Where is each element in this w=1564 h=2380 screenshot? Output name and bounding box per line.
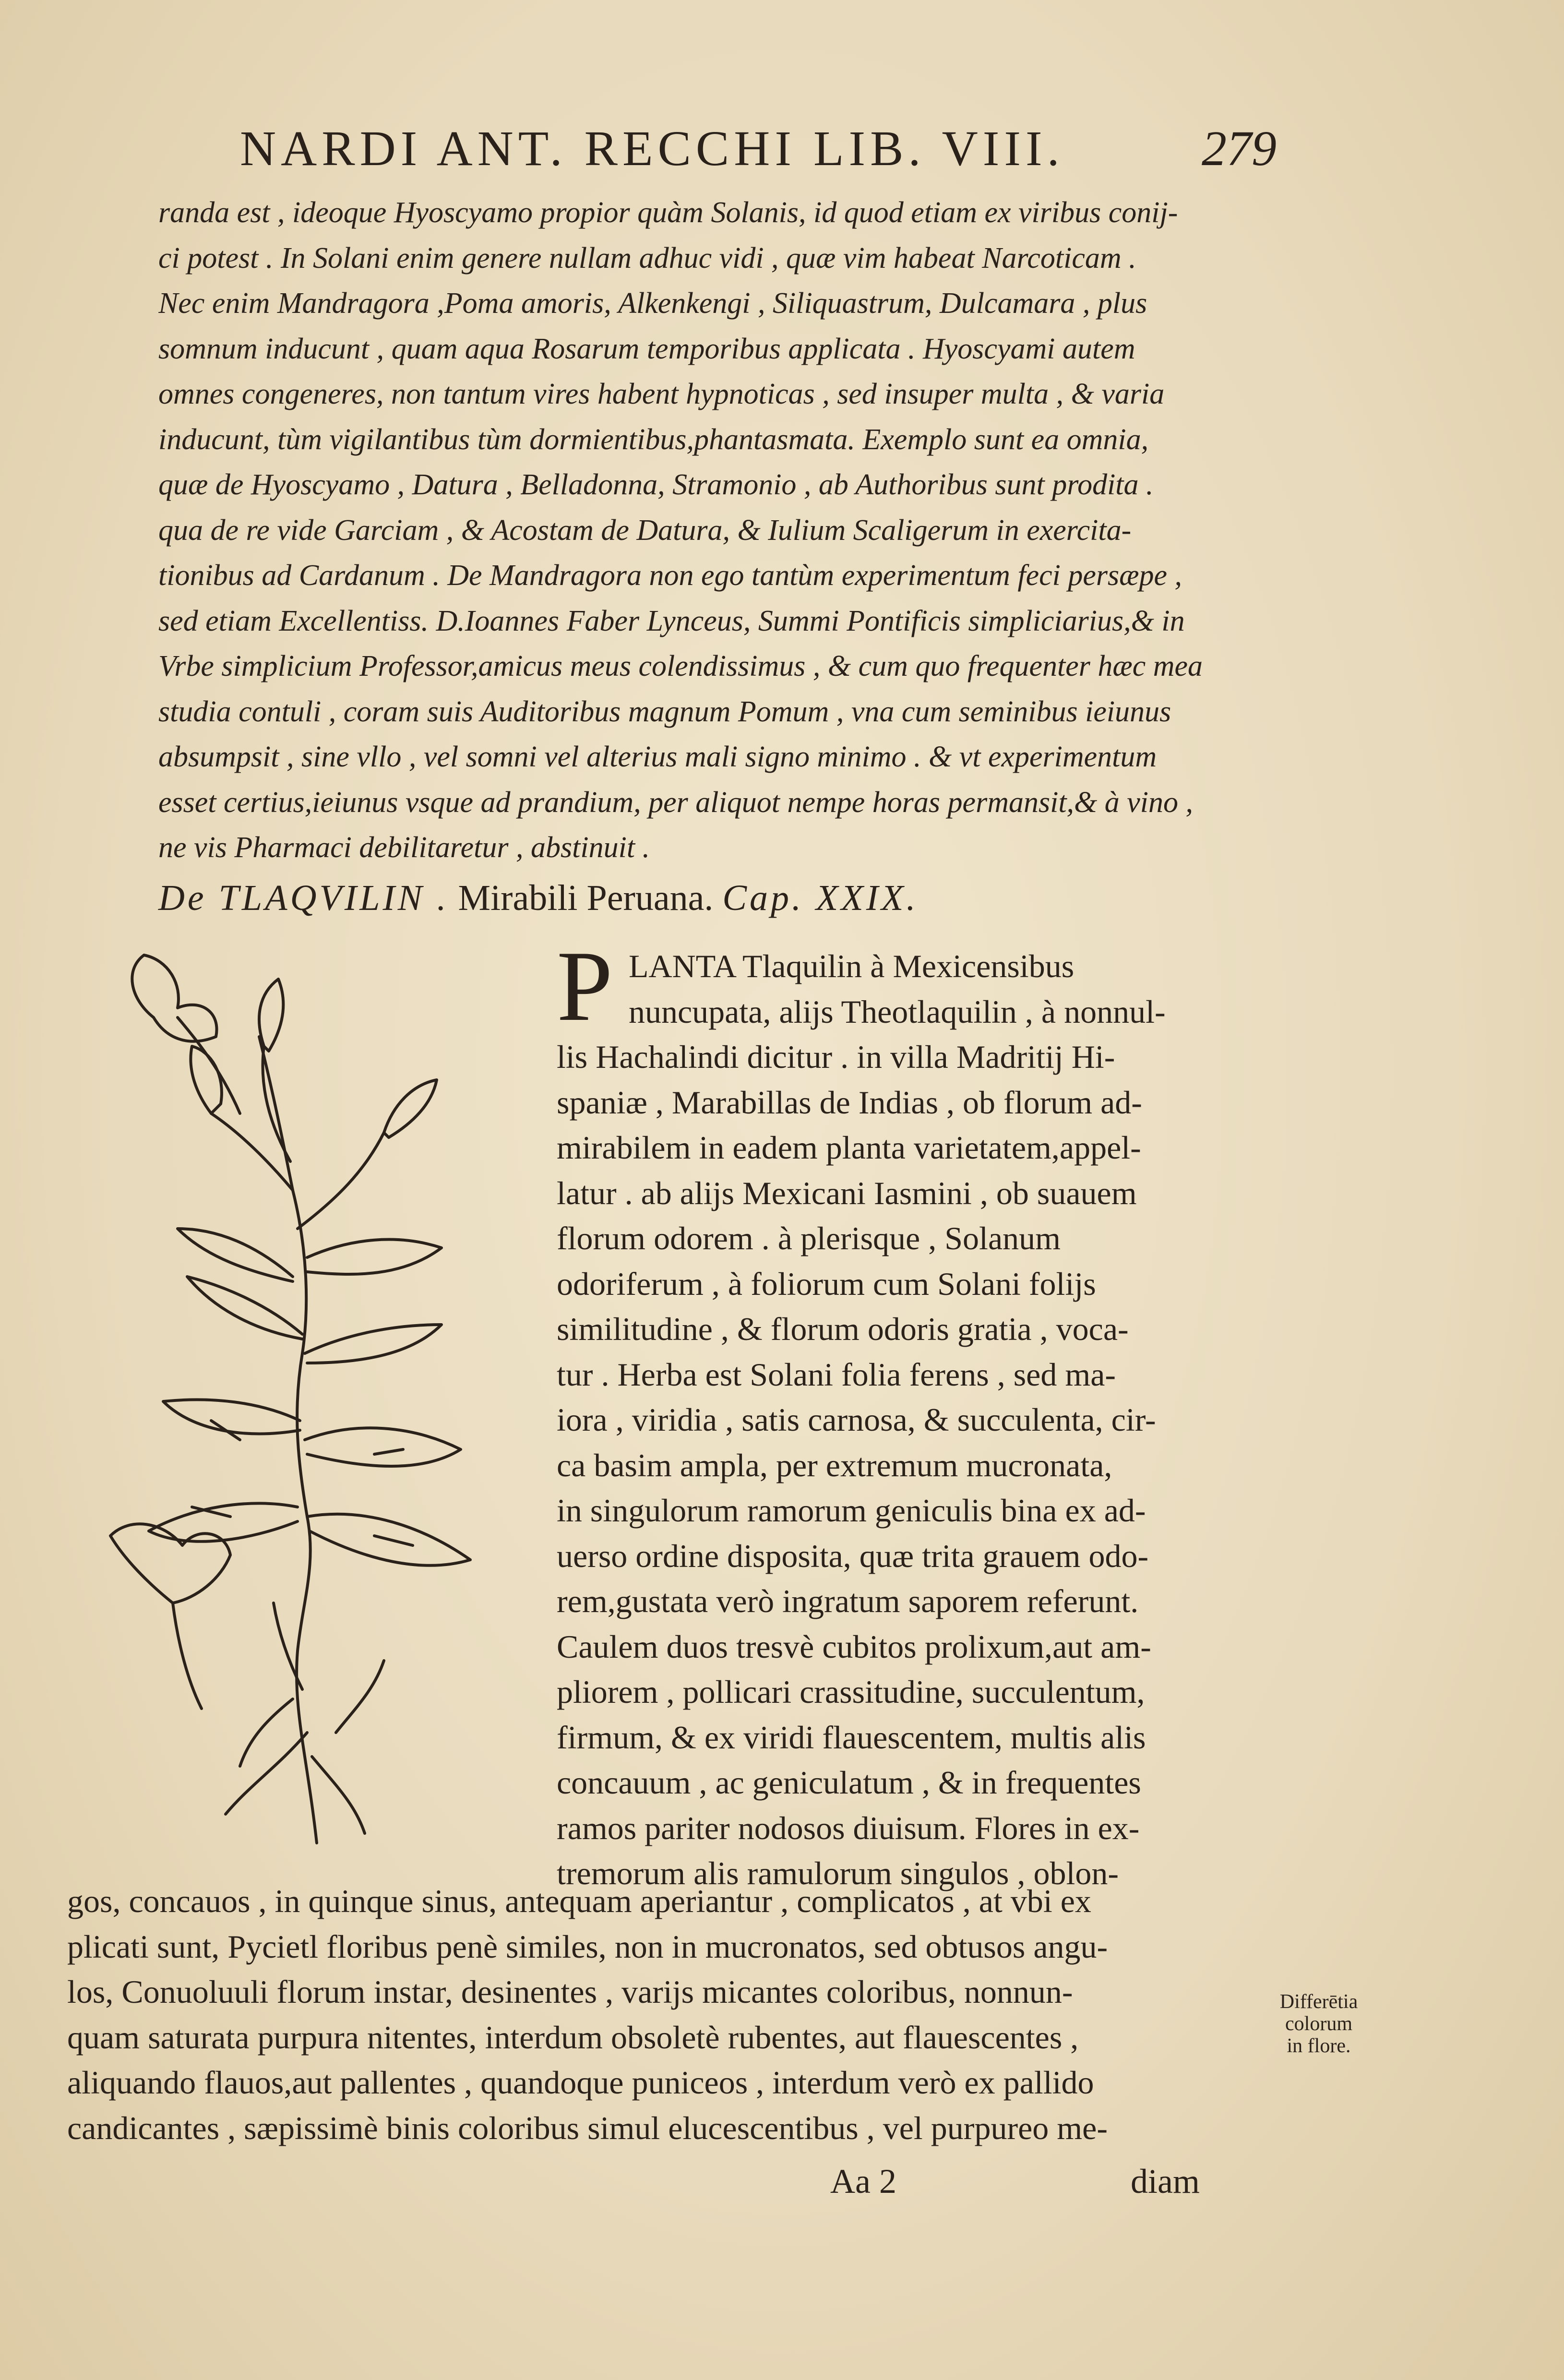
text-line: somnum inducunt , quam aqua Rosarum temporibus applicata . Hyoscyami autem	[158, 332, 1135, 365]
text-line: Vrbe simplicium Professor,amicus meus colendissimus , & cum quo frequenter hæc mea	[158, 650, 1203, 682]
text-line: Caulem duos tresvè cubitos prolixum,aut am-	[557, 1628, 1151, 1665]
plant-woodcut-icon	[67, 941, 528, 1862]
text-line: lis Hachalindi dicitur . in villa Madritij Hi-	[557, 1039, 1115, 1075]
chapter-body-right-column	[557, 944, 1253, 1896]
catchword: diam	[1131, 2162, 1200, 2201]
text-line: uerso ordine disposita, quæ trita grauem odo-	[557, 1537, 1149, 1574]
text-line: tremorum alis ramulorum singulos , oblon-	[557, 1855, 1119, 1891]
text-line: omnes congeneres, non tantum vires habent hypnoticas , sed insuper multa , & varia	[158, 378, 1165, 410]
text-line: LANTA Tlaquilin à Mexicensibus	[629, 948, 1075, 984]
text-line: firmum, & ex viridi flauescentem, multis alis	[557, 1719, 1146, 1756]
text-line: ne vis Pharmaci debilitaretur , abstinuit .	[158, 831, 650, 864]
text-line: florum odorem . à plerisque , Solanum	[557, 1220, 1061, 1256]
margin-note	[1261, 1991, 1376, 2057]
text-line: nuncupata, alijs Theotlaquilin , à nonnul-	[629, 993, 1166, 1030]
text-line: absumpsit , sine vllo , vel somni vel alterius mali signo minimo . & vt experimentum	[158, 741, 1157, 773]
text-line: mirabilem in eadem planta varietatem,appel-	[557, 1129, 1141, 1166]
margin-note-line: in flore.	[1287, 2035, 1351, 2057]
running-title: NARDI ANT. RECCHI LIB. VIII.	[240, 121, 1064, 176]
text-line: gos, concauos , in quinque sinus, antequam aperiantur , complicatos , at vbi ex	[67, 1883, 1091, 1919]
chapter-number: Cap. XXIX.	[722, 878, 919, 918]
text-line: ci potest . In Solani enim genere nullam adhuc vidi , quæ vim habeat Narcoticam .	[158, 241, 1136, 275]
chapter-heading-prefix: De TLAQVILIN .	[158, 878, 449, 918]
page-header	[240, 120, 1277, 187]
drop-cap: P	[557, 931, 613, 1042]
text-line: aliquando flauos,aut pallentes , quandoque puniceos , interdum verò ex pallido	[67, 2064, 1094, 2101]
chapter-body-full-width	[67, 1878, 1257, 2151]
text-line: randa est , ideoque Hyoscyamo propior quàm Solanis, id quod etiam ex viribus conij-	[158, 196, 1178, 229]
text-line: concauum , ac geniculatum , & in frequentes	[557, 1764, 1141, 1801]
text-line: los, Conuoluuli florum instar, desinentes , varijs micantes coloribus, nonnun-	[67, 1973, 1073, 2010]
signature-mark: Aa 2	[830, 2162, 896, 2201]
text-line: Nec enim Mandragora ,Poma amoris, Alkenkengi , Siliquastrum, Dulcamara , plus	[158, 287, 1147, 320]
text-line: tur . Herba est Solani folia ferens , sed ma-	[557, 1356, 1116, 1393]
page-number: 279	[1202, 121, 1277, 176]
text-line: qua de re vide Garciam , & Acostam de Datura, & Iulium Scaligerum in exercita-	[158, 514, 1132, 547]
text-line: odoriferum , à foliorum cum Solani folijs	[557, 1265, 1096, 1302]
text-line: in singulorum ramorum geniculis bina ex ad-	[557, 1492, 1146, 1529]
text-line: esset certius,ieiunus vsque ad prandium, per aliquot nempe horas permansit,& à vino ,	[158, 786, 1194, 819]
text-line: similitudine , & florum odoris gratia , voca-	[557, 1311, 1129, 1347]
text-line: ca basim ampla, per extremum mucronata,	[557, 1447, 1112, 1483]
text-line: quam saturata purpura nitentes, interdum obsoletè rubentes, aut flauescentes ,	[67, 2019, 1079, 2056]
text-line: pliorem , pollicari crassitudine, succulentum,	[557, 1674, 1145, 1710]
text-line: studia contuli , coram suis Auditoribus magnum Pomum , vna cum seminibus ieiunus	[158, 695, 1171, 728]
italic-paragraph	[158, 190, 1248, 871]
chapter-heading-title: Mirabili Peruana.	[458, 878, 714, 918]
text-line: ramos pariter nodosos diuisum. Flores in ex-	[557, 1809, 1140, 1846]
text-line: tionibus ad Cardanum . De Mandragora non ego tantùm experimentum feci persæpe ,	[158, 559, 1182, 592]
text-line: quæ de Hyoscyamo , Datura , Belladonna, Stramonio , ab Authoribus sunt prodita .	[158, 468, 1154, 501]
chapter-heading	[158, 877, 1262, 919]
margin-note-line: colorum	[1285, 2013, 1352, 2035]
margin-note-line: Differētia	[1279, 1991, 1358, 2013]
text-line: candicantes , sæpissimè binis coloribus simul elucescentibus , vel purpureo me-	[67, 2109, 1108, 2146]
page-footer	[830, 2162, 1262, 2205]
text-line: spaniæ , Marabillas de Indias , ob florum ad-	[557, 1084, 1142, 1121]
text-line: iora , viridia , satis carnosa, & succulenta, cir-	[557, 1401, 1156, 1438]
text-line: plicati sunt, Pycietl floribus penè similes, non in mucronatos, sed obtusos angu-	[67, 1928, 1108, 1965]
text-line: rem,gustata verò ingratum saporem referunt.	[557, 1583, 1139, 1619]
text-line: latur . ab alijs Mexicani Iasmini , ob suauem	[557, 1174, 1137, 1211]
text-line: sed etiam Excellentiss. D.Ioannes Faber Lynceus, Summi Pontificis simpliciarius,& in	[158, 604, 1185, 637]
text-line: inducunt, tùm vigilantibus tùm dormientibus,phantasmata. Exemplo sunt ea omnia,	[158, 423, 1149, 456]
